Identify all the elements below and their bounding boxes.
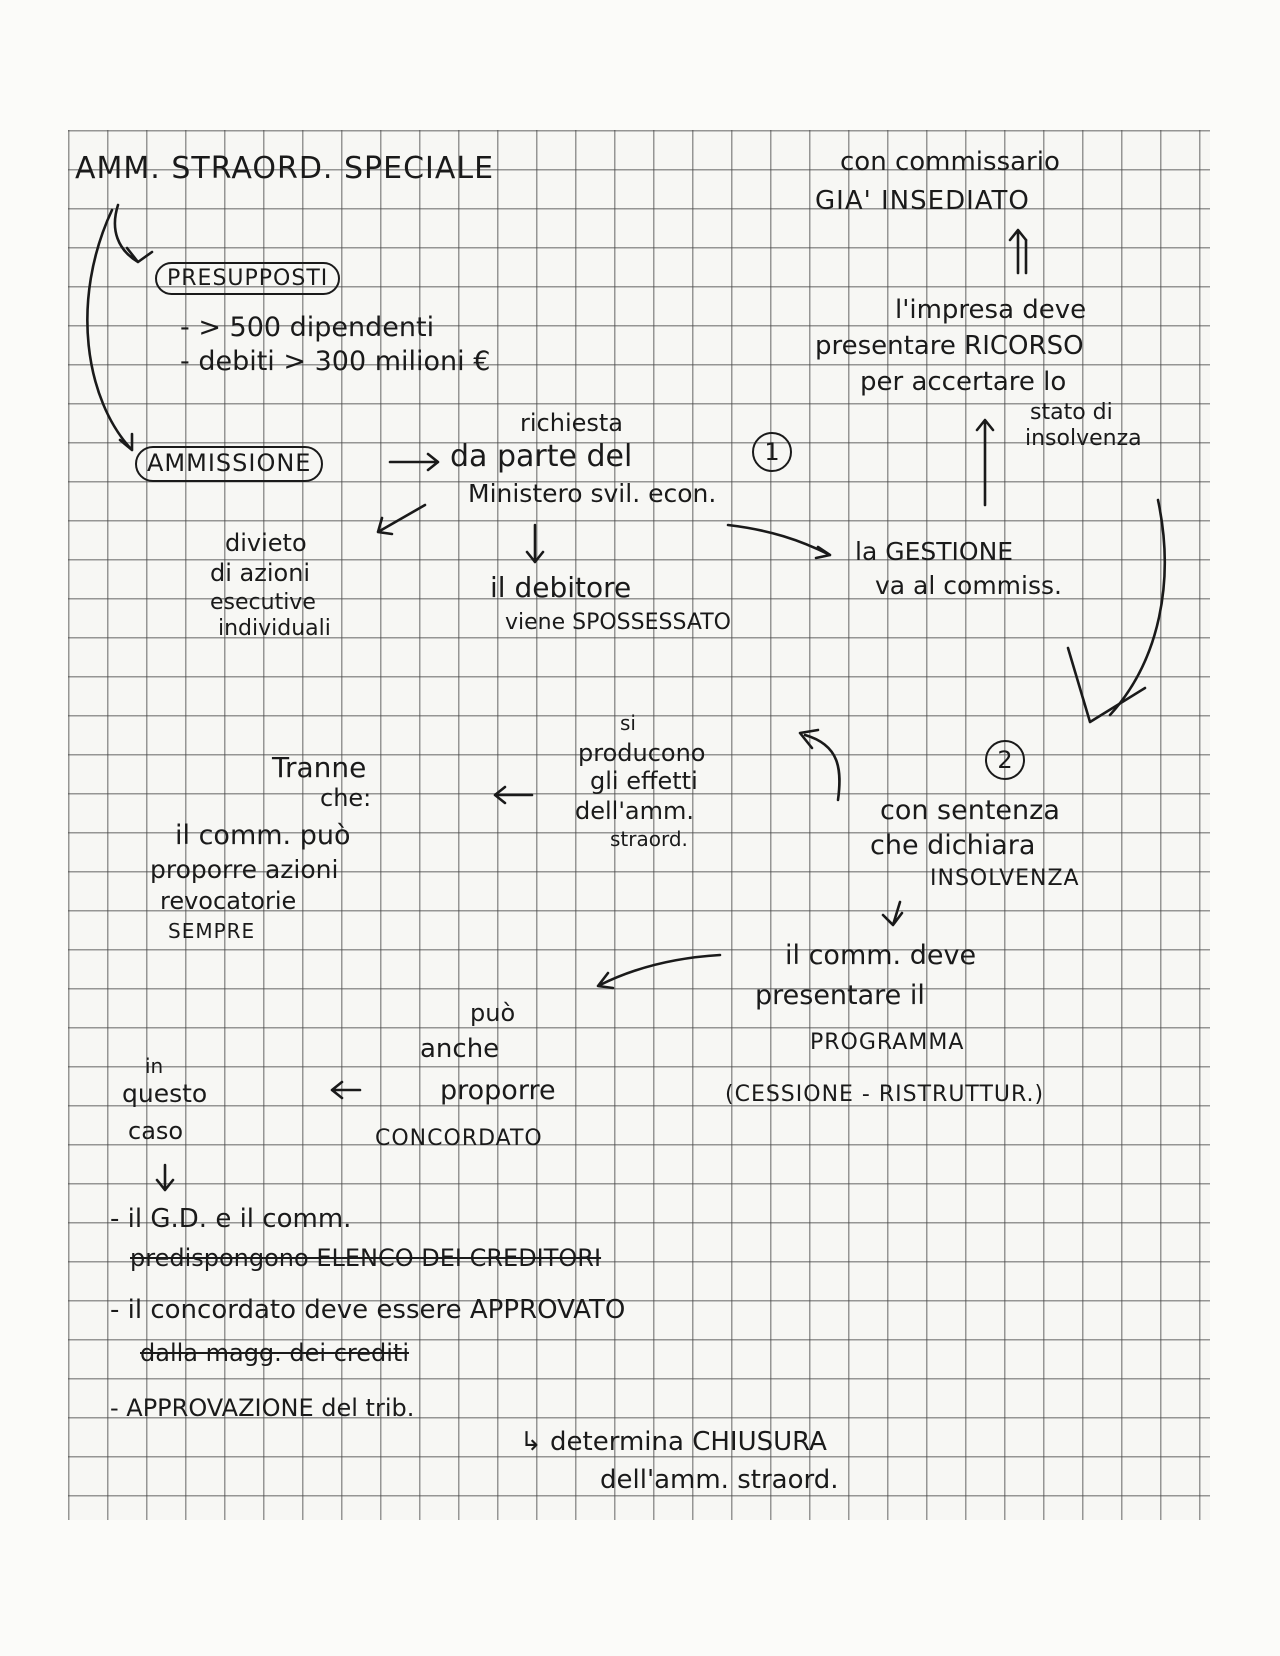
arrow-to-debitore — [527, 525, 543, 562]
arrow-ricorso-to-sentenza — [1110, 500, 1165, 715]
presupposto-dipendenti: - > 500 dipendenti — [180, 312, 435, 343]
tranne-line-1: Tranne — [272, 751, 367, 784]
arrow-to-divieto — [378, 505, 425, 534]
gestione-line-1: la GESTIONE — [855, 537, 1014, 566]
step-2-badge: 2 — [985, 740, 1025, 780]
effetti-line-5: straord. — [610, 827, 688, 851]
tranne-line-2: che: — [320, 784, 372, 812]
page-title: AMM. STRAORD. SPECIALE — [75, 151, 495, 186]
presupposto-debiti: - debiti > 300 milioni € — [180, 346, 491, 377]
arrow-ricorso-to-note — [1010, 230, 1026, 273]
divieto-line-1: divieto — [225, 529, 307, 557]
step-1-badge: 1 — [752, 432, 792, 472]
ricorso-line-2: presentare RICORSO — [815, 331, 1084, 361]
presupposti-label: PRESUPPOSTI — [155, 262, 340, 295]
ammissione-richiesta: richiesta — [520, 409, 623, 437]
bullet-3-line-1: - APPROVAZIONE del trib. — [110, 1394, 415, 1422]
gestione-line-2: va al commiss. — [875, 571, 1062, 600]
effetti-line-2: producono — [578, 739, 706, 767]
ricorso-line-4: stato di — [1030, 400, 1113, 425]
divieto-line-3: esecutive — [210, 590, 316, 615]
bullet-2-line-1: - il concordato deve essere APPROVATO — [110, 1295, 626, 1325]
debitore-line-2: viene SPOSSESSATO — [505, 610, 731, 635]
chiusura-line-1: ↳ determina CHIUSURA — [520, 1427, 827, 1457]
arrow-sentenza-to-effetti — [800, 730, 839, 800]
programma-line-1: il comm. deve — [785, 940, 977, 971]
arrow-ricorso-up — [977, 420, 993, 505]
arrow-to-gestione — [728, 525, 830, 558]
bullet-1-line-2: predispongono ELENCO DEI CREDITORI — [130, 1244, 602, 1272]
bullet-2-line-2: dalla magg. dei crediti — [140, 1339, 410, 1367]
sentenza-line-3: INSOLVENZA — [930, 866, 1080, 891]
note-insediato: GIA' INSEDIATO — [815, 186, 1030, 216]
sentenza-line-1: con sentenza — [880, 795, 1060, 826]
sentenza-line-2: che dichiara — [870, 830, 1036, 861]
concordato-line-2: anche — [420, 1034, 500, 1064]
tranne-line-4: proporre azioni — [150, 855, 339, 884]
ammissione-label: AMMISSIONE — [135, 446, 323, 482]
concordato-line-4: CONCORDATO — [375, 1126, 543, 1151]
tranne-line-6: SEMPRE — [168, 919, 256, 943]
divieto-line-4: individuali — [218, 616, 331, 641]
programma-line-3: PROGRAMMA — [810, 1030, 965, 1055]
arrow-caso-down — [157, 1165, 173, 1190]
tranne-line-5: revocatorie — [160, 887, 297, 915]
programma-line-2: presentare il — [755, 980, 925, 1011]
caso-line-1: in — [145, 1054, 164, 1078]
tranne-line-3: il comm. può — [175, 820, 351, 851]
chiusura-line-2: dell'amm. straord. — [600, 1465, 839, 1495]
arrow-effetti-to-tranne — [495, 787, 532, 803]
ricorso-line-1: l'impresa deve — [895, 295, 1087, 325]
concordato-line-3: proporre — [440, 1075, 556, 1106]
debitore-line-1: il debitore — [490, 571, 632, 604]
arrow-title-to-ammissione — [87, 210, 132, 450]
concordato-line-1: può — [470, 999, 516, 1027]
ammissione-ministero: Ministero svil. econ. — [468, 479, 717, 508]
ricorso-line-3: per accertare lo — [860, 367, 1067, 397]
ricorso-line-5: insolvenza — [1025, 426, 1142, 451]
divieto-line-2: di azioni — [210, 559, 311, 587]
caso-line-3: caso — [128, 1117, 184, 1145]
arrow-title-to-presupposti — [115, 205, 152, 262]
arrow-sentenza-to-programma — [883, 902, 902, 925]
caso-line-2: questo — [122, 1079, 208, 1108]
effetti-line-1: si — [620, 711, 636, 735]
bullet-1-line-1: - il G.D. e il comm. — [110, 1204, 352, 1234]
ammissione-da-parte: da parte del — [450, 439, 633, 474]
effetti-line-4: dell'amm. — [575, 797, 695, 825]
arrow-ammissione-richiesta — [390, 454, 438, 470]
effetti-line-3: gli effetti — [590, 767, 698, 795]
arrow-programma-to-concordato — [598, 955, 720, 988]
arrow-concordato-to-caso — [332, 1082, 360, 1098]
note-commissario: con commissario — [840, 147, 1060, 177]
programma-line-4: (CESSIONE - RISTRUTTUR.) — [725, 1082, 1045, 1107]
